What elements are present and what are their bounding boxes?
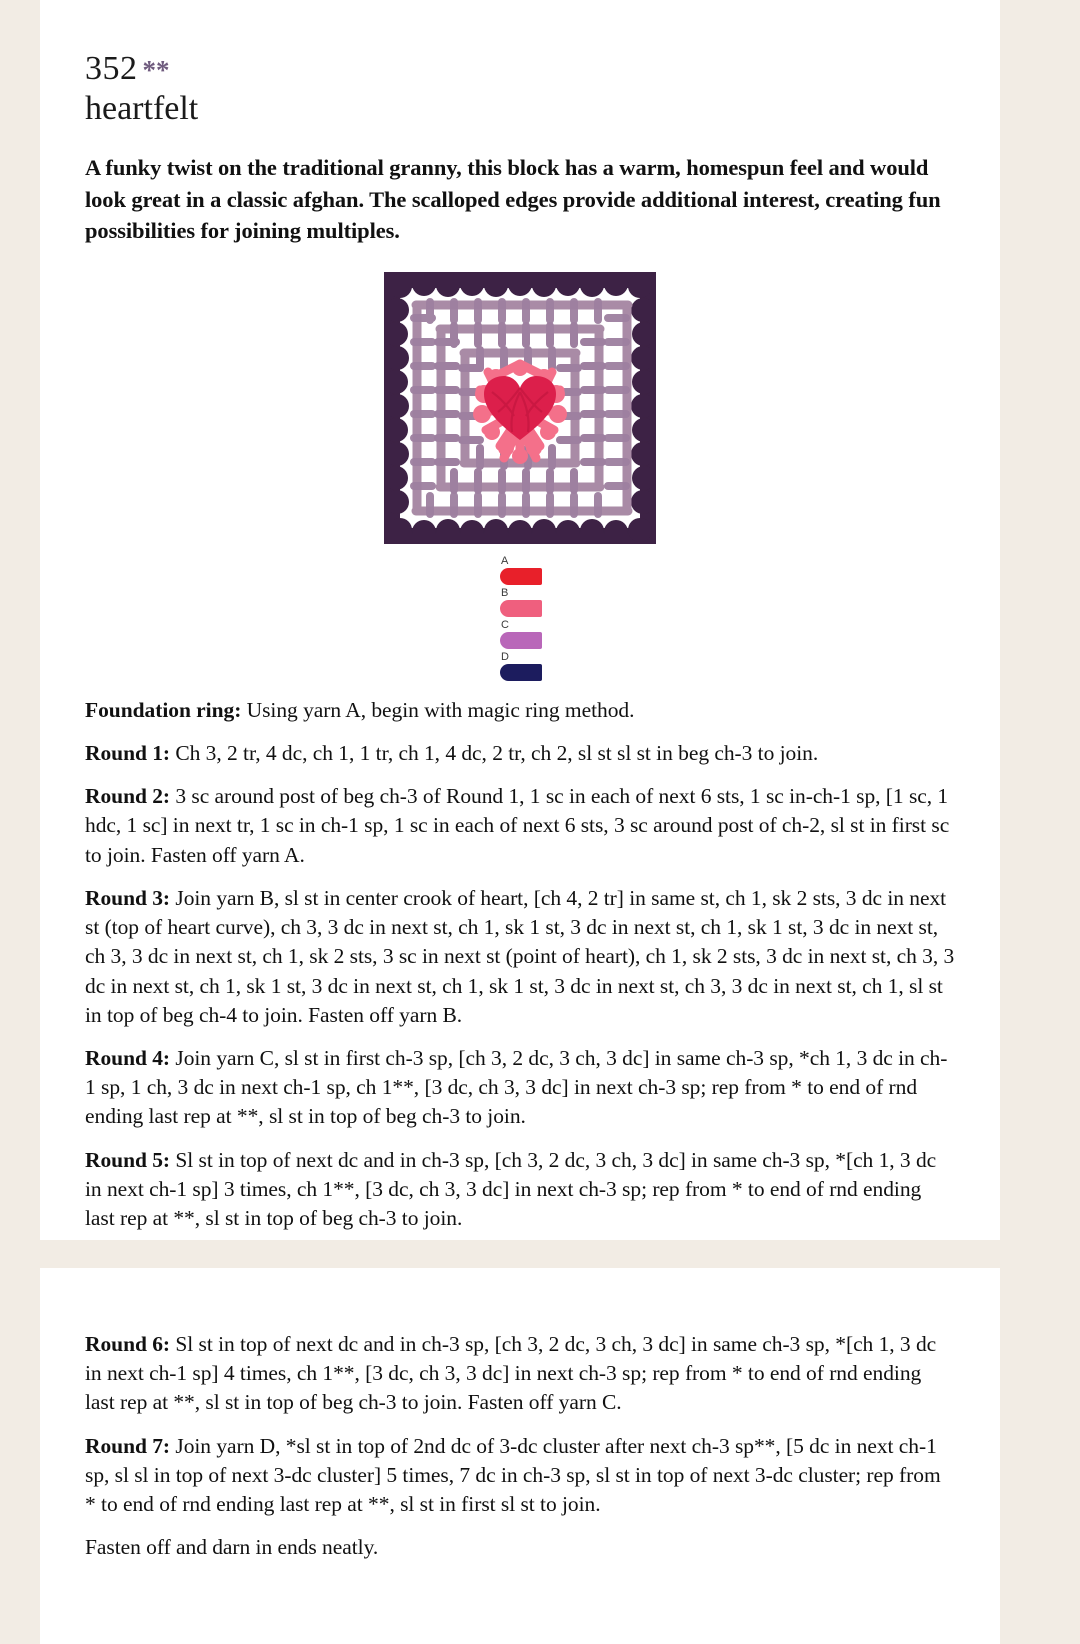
instruction-round-1 bbox=[85, 739, 955, 768]
key-label-d: D bbox=[501, 650, 509, 663]
instructions-page-1 bbox=[85, 684, 955, 1234]
key-row-c bbox=[500, 620, 542, 649]
instruction-round-2 bbox=[85, 782, 955, 870]
instruction-text: Fasten off and darn in ends neatly. bbox=[85, 1535, 379, 1560]
instruction-text: Ch 3, 2 tr, 4 dc, ch 1, 1 tr, ch 1, 4 dc, 2 tr, ch 2, sl st sl st in beg ch-3 to join. bbox=[170, 740, 819, 765]
instruction-lead: Round 2: bbox=[85, 784, 171, 809]
key-row-a bbox=[500, 556, 542, 585]
yarn-c-swatch bbox=[500, 632, 542, 649]
block-photo-container bbox=[85, 272, 955, 544]
instruction-round-6 bbox=[85, 1330, 955, 1418]
difficulty-stars: ** bbox=[142, 55, 170, 85]
instruction-lead: Round 1: bbox=[85, 740, 171, 765]
instruction-text: Sl st in top of next dc and in ch-3 sp, [ch 3, 2 dc, 3 ch, 3 dc] in same ch-3 sp, *[ch 1, 3 dc in next ch-1 sp] 3 times, ch 1**, [3 dc, ch 3, 3 dc] in next ch-3 sp; rep from * to end of rnd ending last rep at **, sl st in top of beg ch-3 to join. bbox=[85, 1147, 937, 1231]
instruction-round-3 bbox=[85, 884, 955, 1030]
intro-paragraph: A funky twist on the traditional granny, this block has a warm, homespun feel and would look great in a classic afghan. The scalloped edges provide additional interest, creating fun possibilities for joining multiples. bbox=[85, 155, 941, 243]
instruction-text: Join yarn D, *sl st in top of 2nd dc of 3-dc cluster after next ch-3 sp**, [5 dc in next ch-1 sp, sl sl in top of next 3-dc cluster] 5 times, 7 dc in ch-3 sp, sl st in top of next 3-dc cluster; rep from * to end of rnd ending last rep at **, sl st in first sl st to join. bbox=[85, 1433, 941, 1517]
instruction-text: Sl st in top of next dc and in ch-3 sp, [ch 3, 2 dc, 3 ch, 3 dc] in same ch-3 sp, *[ch 1, 3 dc in next ch-1 sp] 4 times, ch 1**, [3 dc, ch 3, 3 dc] in next ch-3 sp; rep from * to end of rnd ending last rep at **, sl st in top of beg ch-3 to join. Fasten off yarn C. bbox=[85, 1332, 937, 1415]
yarn-d-swatch bbox=[500, 664, 542, 681]
instruction-text: Join yarn B, sl st in center crook of heart, [ch 4, 2 tr] in same st, ch 1, sk 2 sts, 3 dc in next st (top of heart curve), ch 3, 3 dc in next st, ch 1, sk 1 st, 3 dc in next st, ch 1, sk 1 st, 3 dc in next st, ch 3, 3 dc in next st, ch 1, sk 2 sts, 3 sc in next st (point of heart), ch 1, sk 2 sts, 3 dc in next st, ch 3, 3 dc in next st, ch 1, sk 1 st, 3 dc in next st, ch 1, sk 1 st, 3 dc in next st, ch 3, 3 dc in next st, ch 1, sl st in top of beg ch-4 to join. Fasten off yarn B. bbox=[85, 885, 955, 1027]
instruction-text: Join yarn C, sl st in first ch-3 sp, [ch 3, 2 dc, 3 ch, 3 dc] in same ch-3 sp, *ch 1, 3 dc in ch-1 sp, 1 ch, 3 dc in next ch-1 sp, ch 1**, [3 dc, ch 3, 3 dc] in next ch-3 sp; rep from * to end of rnd ending last rep at **, sl st in top of beg ch-3 to join. bbox=[85, 1045, 948, 1129]
key-row-b bbox=[500, 588, 542, 617]
instruction-fasten-off bbox=[85, 1533, 955, 1562]
instruction-text: Using yarn A, begin with magic ring method. bbox=[241, 697, 635, 722]
block-name: heartfelt bbox=[85, 90, 199, 128]
instructions-page-2 bbox=[85, 1268, 955, 1563]
document-page-1 bbox=[40, 0, 1000, 1240]
instruction-lead: Foundation ring: bbox=[85, 697, 242, 722]
instruction-lead: Round 6: bbox=[85, 1332, 171, 1356]
instruction-lead: Round 3: bbox=[85, 885, 171, 910]
yarn-a-swatch bbox=[500, 568, 542, 585]
key-row-d bbox=[500, 652, 542, 681]
instruction-round-7 bbox=[85, 1432, 955, 1520]
document-page-2 bbox=[40, 1268, 1000, 1644]
block-number: 352 bbox=[85, 50, 138, 87]
key-label-a: A bbox=[501, 554, 509, 567]
instruction-round-4 bbox=[85, 1044, 955, 1132]
instruction-lead: Round 7: bbox=[85, 1433, 171, 1458]
page-separator bbox=[0, 1240, 1080, 1268]
yarn-color-key bbox=[85, 556, 955, 684]
instruction-lead: Round 4: bbox=[85, 1045, 171, 1070]
page-title bbox=[85, 50, 955, 87]
instruction-text: 3 sc around post of beg ch-3 of Round 1, 1 sc in each of next 6 sts, 1 sc in-ch-1 sp, [1 sc, 1 hdc, 1 sc] in next tr, 1 sc in ch-1 sp, 1 sc in each of next 6 sts, 3 sc around post of ch-2, sl st in first sc to join. Fasten off yarn A. bbox=[85, 784, 950, 867]
key-label-c: C bbox=[501, 618, 509, 631]
instruction-round-5 bbox=[85, 1146, 955, 1234]
yarn-b-swatch bbox=[500, 600, 542, 617]
instruction-lead: Round 5: bbox=[85, 1147, 171, 1172]
instruction-foundation-ring bbox=[85, 696, 955, 725]
crochet-block-photo bbox=[384, 272, 656, 544]
key-label-b: B bbox=[501, 586, 509, 599]
